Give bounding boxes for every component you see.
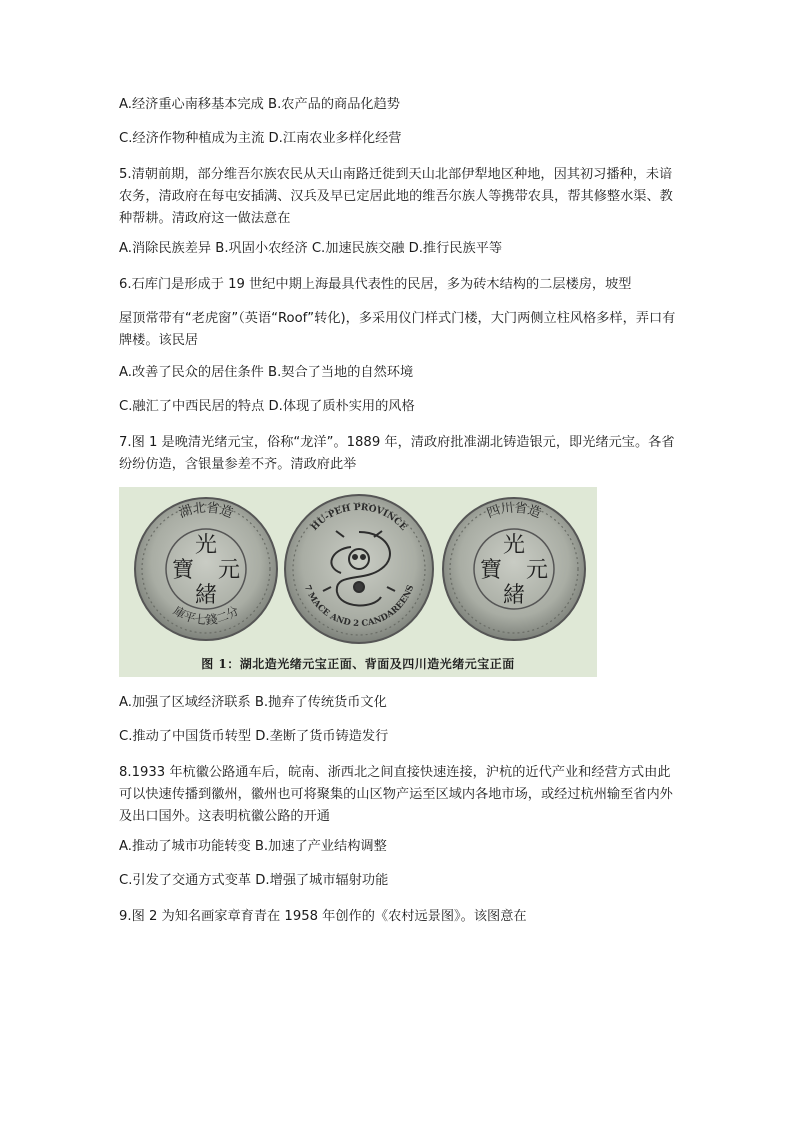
- coin1-rim-text: 湖北省造: [176, 500, 236, 522]
- q6-stem-line1: 6.石库门是形成于 19 世纪中期上海最具代表性的民居，多为砖木结构的二层楼房，坡型: [119, 277, 632, 292]
- coin3-char-right: 元: [525, 558, 549, 583]
- q6-stem-line2: 屋顶常带有“老虎窗”（英语“Roof”转化)，多采用仪门样式门楼，大门两侧立柱风格多样，弄口有牌楼。该民居: [119, 311, 676, 348]
- coin3-rim-text: 四川省造: [484, 500, 544, 522]
- q5-stem: 5.清朝前期，部分维吾尔族农民从天山南路迁徙到天山北部伊犁地区种地，因其初习播种，未谙农务，清政府在每屯安插满、汉兵及早已定居此地的维吾尔族人等携带农具，帮其修整水渠、教种帮耕。清政府这一做法意在: [119, 167, 673, 226]
- q6-option-cd: C.融汇了中西民居的特点 D.体现了质朴实用的风格: [119, 399, 415, 414]
- coin-hubei-obverse: [135, 498, 277, 640]
- q8-option-ab: A.推动了城市功能转变 B.加速了产业结构调整: [119, 839, 387, 854]
- q7-stem: 7.图 1 是晚清光绪元宝，俗称“龙洋”。1889 年，清政府批准湖北铸造银元，即光绪元宝。各省纷纷仿造，含银量参差不齐。清政府此举: [119, 435, 675, 472]
- coin2-rim-bottom-text: 7 MACE AND 2 CANDAREENS: [301, 583, 417, 630]
- q4-option-cd: C.经济作物种植成为主流 D.江南农业多样化经营: [119, 131, 402, 146]
- coin1-char-left: 寶: [171, 558, 195, 583]
- figure-caption: 图 1：湖北造光绪元宝正面、背面及四川造光绪元宝正面: [201, 657, 515, 671]
- q7-option-cd: C.推动了中国货币转型 D.垄断了货币铸造发行: [119, 729, 389, 744]
- coin1-rim-bottom-text: 庫平七錢二分: [170, 603, 242, 628]
- coin-figure-graphic: [119, 487, 597, 677]
- coin1-char-right: 元: [217, 558, 241, 583]
- q7-option-ab: A.加强了区域经济联系 B.抛弃了传统货币文化: [119, 695, 387, 710]
- coin-sichuan-obverse: [443, 498, 585, 640]
- q5-options: A.消除民族差异 B.巩固小农经济 C.加速民族交融 D.推行民族平等: [119, 241, 503, 256]
- coin2-rim-text: HU-PEH PROVINCE: [309, 502, 409, 533]
- coin3-char-top: 光: [502, 533, 526, 558]
- coin-figure: [119, 487, 597, 677]
- coin3-char-left: 寶: [479, 558, 503, 583]
- q9-stem: 9.图 2 为知名画家章育青在 1958 年创作的《农村远景图》。该图意在: [119, 909, 527, 924]
- coin-hubei-reverse: [285, 495, 433, 643]
- q4-option-ab: A.经济重心南移基本完成 B.农产品的商品化趋势: [119, 97, 400, 112]
- q6-option-ab: A.改善了民众的居住条件 B.契合了当地的自然环境: [119, 365, 414, 380]
- q8-stem: 8.1933 年杭徽公路通车后，皖南、浙西北之间直接快速连接，沪杭的近代产业和经营方式由此可以快速传播到徽州，徽州也可将聚集的山区物产运至区域内各地市场，或经过杭州输至省内外及出口国外。这表明杭徽公路的开通: [119, 765, 673, 824]
- coin1-char-bottom: 緒: [194, 583, 218, 608]
- coin1-char-top: 光: [194, 533, 218, 558]
- coin3-char-bottom: 緒: [502, 583, 526, 608]
- q8-option-cd: C.引发了交通方式变革 D.增强了城市辐射功能: [119, 873, 389, 888]
